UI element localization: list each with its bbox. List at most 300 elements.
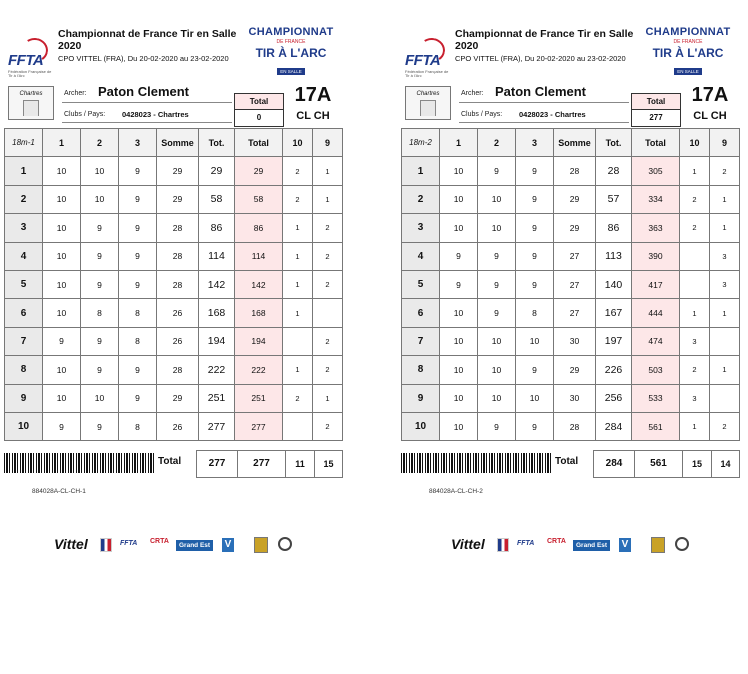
table-cell: 197 xyxy=(596,327,632,355)
table-header-row xyxy=(402,129,740,157)
vittel-logo: Vittel xyxy=(451,536,485,552)
table-cell: 9 xyxy=(119,185,157,213)
table-cell: 1 xyxy=(710,356,740,384)
divider xyxy=(62,122,232,123)
table-cell: 533 xyxy=(632,384,680,412)
table-cell: 9 xyxy=(119,356,157,384)
table-cell: 7 xyxy=(402,327,440,355)
club-label: Clubs / Pays: xyxy=(461,111,503,118)
table-cell: 3 xyxy=(402,214,440,242)
tower-icon xyxy=(420,100,436,116)
table-row xyxy=(402,185,740,213)
table-cell: 10 xyxy=(5,412,43,440)
column-header: Somme xyxy=(157,129,199,157)
total-label: Total xyxy=(632,94,680,110)
table-cell: 9 xyxy=(516,270,554,298)
table-cell: 26 xyxy=(157,327,199,355)
table-cell: 1 xyxy=(313,384,343,412)
table-cell: 2 xyxy=(283,384,313,412)
table-cell: 1 xyxy=(680,299,710,327)
table-cell: 503 xyxy=(632,356,680,384)
club-label: Clubs / Pays: xyxy=(64,111,106,118)
table-cell: 168 xyxy=(235,299,283,327)
crta-logo: CRTA xyxy=(547,538,566,545)
sheet-header xyxy=(4,24,342,80)
footer-nines: 15 xyxy=(314,450,343,478)
table-cell: 9 xyxy=(81,270,119,298)
table-cell: 28 xyxy=(157,214,199,242)
table-cell: 417 xyxy=(632,270,680,298)
archer-info xyxy=(4,84,342,124)
column-header: 10 xyxy=(680,129,710,157)
archer-label: Archer: xyxy=(64,90,87,97)
barcode-icon xyxy=(4,453,154,473)
score-sheet xyxy=(401,24,739,552)
badge-line-2: DE FRANCE xyxy=(276,39,306,45)
table-cell: 29 xyxy=(157,157,199,185)
table-cell: 142 xyxy=(235,270,283,298)
column-header: 1 xyxy=(43,129,81,157)
table-cell: 29 xyxy=(157,185,199,213)
table-cell: 9 xyxy=(478,157,516,185)
sheet-footer xyxy=(4,450,342,476)
table-cell: 29 xyxy=(199,157,235,185)
grand-est-logo: Grand Est xyxy=(573,540,610,551)
table-cell: 3 xyxy=(680,327,710,355)
table-cell: 10 xyxy=(440,299,478,327)
table-cell: 10 xyxy=(516,384,554,412)
badge-line-2: DE FRANCE xyxy=(673,39,703,45)
column-header: 3 xyxy=(119,129,157,157)
total-label: Total xyxy=(235,94,283,110)
table-cell: 27 xyxy=(554,299,596,327)
table-cell: 26 xyxy=(157,412,199,440)
table-cell: 444 xyxy=(632,299,680,327)
circle-logo-icon xyxy=(675,537,689,551)
table-cell: 114 xyxy=(199,242,235,270)
footer-tot: 284 xyxy=(593,450,635,478)
column-header: Tot. xyxy=(596,129,632,157)
running-total-box xyxy=(234,93,284,127)
french-flag-icon xyxy=(497,538,509,552)
logo-text: FFTA xyxy=(405,52,441,69)
column-header: 9 xyxy=(313,129,343,157)
table-cell: 2 xyxy=(313,214,343,242)
table-cell: 2 xyxy=(313,327,343,355)
table-cell: 2 xyxy=(313,356,343,384)
table-row xyxy=(402,157,740,185)
table-row xyxy=(5,242,343,270)
table-cell: 10 xyxy=(43,157,81,185)
table-cell: 58 xyxy=(199,185,235,213)
table-cell: 10 xyxy=(440,384,478,412)
target-number: 17A xyxy=(294,84,332,106)
column-header: 9 xyxy=(710,129,740,157)
table-cell: 28 xyxy=(554,412,596,440)
table-cell: 9 xyxy=(402,384,440,412)
table-cell: 2 xyxy=(313,412,343,440)
crest-text: Chartres xyxy=(416,91,440,97)
table-cell: 1 xyxy=(680,412,710,440)
table-cell: 251 xyxy=(199,384,235,412)
table-cell: 3 xyxy=(710,270,740,298)
table-cell: 29 xyxy=(235,157,283,185)
event-subtitle: CPO VITTEL (FRA), Du 20-02-2020 au 23-02-2020 xyxy=(455,54,626,63)
table-cell: 9 xyxy=(81,327,119,355)
championship-badge xyxy=(639,26,737,78)
table-cell: 7 xyxy=(5,327,43,355)
town-crest-icon xyxy=(651,537,665,553)
table-row xyxy=(5,356,343,384)
table-cell: 474 xyxy=(632,327,680,355)
sheet-code: 884028A-CL-CH-1 xyxy=(32,488,86,495)
table-cell: 1 xyxy=(710,214,740,242)
table-cell: 8 xyxy=(81,299,119,327)
table-cell: 10 xyxy=(478,327,516,355)
table-cell: 10 xyxy=(43,384,81,412)
table-row xyxy=(5,299,343,327)
badge-line-1: CHAMPIONNAT xyxy=(645,26,731,38)
barcode-icon xyxy=(401,453,551,473)
table-cell: 8 xyxy=(5,356,43,384)
table-cell: 226 xyxy=(596,356,632,384)
column-header: Somme xyxy=(554,129,596,157)
table-row xyxy=(402,412,740,440)
table-cell: 58 xyxy=(235,185,283,213)
table-cell: 86 xyxy=(199,214,235,242)
table-cell: 10 xyxy=(43,270,81,298)
sheet-code: 884028A-CL-CH-2 xyxy=(429,488,483,495)
table-cell: 10 xyxy=(440,327,478,355)
table-cell: 28 xyxy=(596,157,632,185)
footer-total: 561 xyxy=(634,450,683,478)
footer-tens: 11 xyxy=(285,450,315,478)
table-cell: 363 xyxy=(632,214,680,242)
column-header: Total xyxy=(235,129,283,157)
table-cell: 284 xyxy=(596,412,632,440)
table-cell: 6 xyxy=(5,299,43,327)
sponsor-bar xyxy=(54,534,304,556)
column-header: Tot. xyxy=(199,129,235,157)
table-cell: 4 xyxy=(402,242,440,270)
table-cell: 2 xyxy=(313,242,343,270)
archer-label: Archer: xyxy=(461,90,484,97)
table-cell: 6 xyxy=(402,299,440,327)
table-cell: 194 xyxy=(199,327,235,355)
table-cell: 2 xyxy=(283,157,313,185)
running-total-box xyxy=(631,93,681,127)
table-cell: 1 xyxy=(5,157,43,185)
table-cell: 9 xyxy=(119,270,157,298)
table-cell: 9 xyxy=(516,242,554,270)
table-cell: 10 xyxy=(43,214,81,242)
table-cell: 29 xyxy=(554,185,596,213)
table-cell: 8 xyxy=(119,412,157,440)
column-header: 18m-2 xyxy=(402,129,440,157)
table-cell: 29 xyxy=(157,384,199,412)
vittel-logo: Vittel xyxy=(54,536,88,552)
table-cell: 10 xyxy=(440,356,478,384)
table-cell: 27 xyxy=(554,242,596,270)
table-cell: 2 xyxy=(5,185,43,213)
ffta-small-logo: FFTA xyxy=(120,540,138,547)
table-cell: 1 xyxy=(283,270,313,298)
table-cell: 10 xyxy=(81,185,119,213)
footer-total-label: Total xyxy=(555,456,579,467)
event-title: Championnat de France Tir en Salle 2020 xyxy=(58,28,237,52)
table-cell: 9 xyxy=(81,242,119,270)
table-cell: 277 xyxy=(199,412,235,440)
logo-text: FFTA xyxy=(8,52,44,69)
badge-line-4: EN SALLE xyxy=(674,68,702,75)
crta-logo: CRTA xyxy=(150,538,169,545)
table-cell: 9 xyxy=(516,157,554,185)
table-cell: 3 xyxy=(680,384,710,412)
table-row xyxy=(5,157,343,185)
table-cell: 9 xyxy=(43,327,81,355)
table-row xyxy=(402,214,740,242)
table-cell: 561 xyxy=(632,412,680,440)
table-cell xyxy=(680,270,710,298)
table-row xyxy=(5,185,343,213)
vosges-logo: V xyxy=(619,538,631,552)
table-cell xyxy=(680,242,710,270)
table-cell xyxy=(710,384,740,412)
table-row xyxy=(5,384,343,412)
table-cell: 26 xyxy=(157,299,199,327)
column-header: 1 xyxy=(440,129,478,157)
footer-tot: 277 xyxy=(196,450,238,478)
table-cell: 9 xyxy=(5,384,43,412)
column-header: 2 xyxy=(478,129,516,157)
table-cell: 113 xyxy=(596,242,632,270)
table-row xyxy=(5,214,343,242)
table-row xyxy=(402,299,740,327)
table-cell: 1 xyxy=(710,185,740,213)
table-cell: 251 xyxy=(235,384,283,412)
archer-info xyxy=(401,84,739,124)
logo-subtitle: Fédération Française de Tir à l'Arc xyxy=(405,69,449,78)
table-cell: 4 xyxy=(5,242,43,270)
table-cell: 3 xyxy=(710,242,740,270)
table-cell: 9 xyxy=(516,356,554,384)
table-cell: 140 xyxy=(596,270,632,298)
table-cell: 168 xyxy=(199,299,235,327)
table-cell: 1 xyxy=(283,356,313,384)
table-cell: 28 xyxy=(554,157,596,185)
table-row xyxy=(402,327,740,355)
table-cell: 8 xyxy=(402,356,440,384)
table-cell: 9 xyxy=(478,299,516,327)
table-row xyxy=(402,242,740,270)
table-cell: 305 xyxy=(632,157,680,185)
ffta-small-logo: FFTA xyxy=(517,540,535,547)
column-header: 3 xyxy=(516,129,554,157)
table-cell: 142 xyxy=(199,270,235,298)
table-cell: 5 xyxy=(402,270,440,298)
table-cell: 8 xyxy=(119,299,157,327)
table-cell: 10 xyxy=(440,185,478,213)
table-row xyxy=(402,270,740,298)
table-cell: 9 xyxy=(516,412,554,440)
ffta-logo xyxy=(405,38,449,80)
table-cell: 2 xyxy=(283,185,313,213)
town-crest-icon xyxy=(254,537,268,553)
ffta-logo xyxy=(8,38,52,80)
table-cell: 10 xyxy=(43,242,81,270)
table-cell: 10 xyxy=(43,356,81,384)
table-cell: 9 xyxy=(81,412,119,440)
table-cell: 2 xyxy=(402,185,440,213)
sheet-header xyxy=(401,24,739,80)
table-header-row xyxy=(5,129,343,157)
logo-subtitle: Fédération Française de Tir à l'Arc xyxy=(8,69,52,78)
table-cell: 9 xyxy=(478,242,516,270)
score-table xyxy=(401,128,740,441)
table-cell: 10 xyxy=(440,412,478,440)
circle-logo-icon xyxy=(278,537,292,551)
table-cell: 9 xyxy=(478,270,516,298)
badge-line-3: TIR À L'ARC xyxy=(255,46,327,60)
table-cell: 2 xyxy=(680,356,710,384)
sheet-footer xyxy=(401,450,739,476)
table-cell: 1 xyxy=(313,185,343,213)
vosges-logo: V xyxy=(222,538,234,552)
table-cell: 8 xyxy=(516,299,554,327)
column-header: 18m-1 xyxy=(5,129,43,157)
french-flag-icon xyxy=(100,538,112,552)
crest-text: Chartres xyxy=(19,91,43,97)
table-cell: 10 xyxy=(478,214,516,242)
column-header: Total xyxy=(632,129,680,157)
table-cell: 9 xyxy=(119,242,157,270)
column-header: 2 xyxy=(81,129,119,157)
table-cell: 9 xyxy=(43,412,81,440)
table-cell: 28 xyxy=(157,270,199,298)
table-cell: 10 xyxy=(440,157,478,185)
badge-line-4: EN SALLE xyxy=(277,68,305,75)
championship-badge xyxy=(242,26,340,78)
club-value: 0428023 - Chartres xyxy=(122,110,189,119)
table-cell: 390 xyxy=(632,242,680,270)
category: CL CH xyxy=(693,110,727,122)
event-subtitle: CPO VITTEL (FRA), Du 20-02-2020 au 23-02-2020 xyxy=(58,54,229,63)
table-cell: 256 xyxy=(596,384,632,412)
table-row xyxy=(402,384,740,412)
table-cell: 222 xyxy=(199,356,235,384)
table-row xyxy=(5,270,343,298)
score-sheet xyxy=(4,24,342,552)
event-title: Championnat de France Tir en Salle 2020 xyxy=(455,28,634,52)
archer-name: Paton Clement xyxy=(98,84,190,99)
table-cell: 9 xyxy=(478,412,516,440)
table-cell: 1 xyxy=(313,157,343,185)
table-cell: 10 xyxy=(478,384,516,412)
archer-name: Paton Clement xyxy=(495,84,587,99)
total-value: 0 xyxy=(256,113,262,122)
club-value: 0428023 - Chartres xyxy=(519,110,586,119)
club-crest-icon xyxy=(405,86,451,120)
table-cell: 194 xyxy=(235,327,283,355)
table-cell: 1 xyxy=(680,157,710,185)
table-cell: 1 xyxy=(402,157,440,185)
table-cell: 27 xyxy=(554,270,596,298)
table-row xyxy=(402,356,740,384)
table-cell: 86 xyxy=(235,214,283,242)
table-cell: 5 xyxy=(5,270,43,298)
table-cell: 334 xyxy=(632,185,680,213)
table-cell: 10 xyxy=(43,185,81,213)
table-cell: 9 xyxy=(440,270,478,298)
table-cell: 28 xyxy=(157,242,199,270)
table-cell: 2 xyxy=(313,270,343,298)
table-cell: 10 xyxy=(81,384,119,412)
badge-line-3: TIR À L'ARC xyxy=(652,46,724,60)
table-cell: 9 xyxy=(119,384,157,412)
footer-tens: 15 xyxy=(682,450,712,478)
table-cell: 9 xyxy=(516,214,554,242)
table-cell: 9 xyxy=(119,214,157,242)
table-cell xyxy=(710,327,740,355)
table-row xyxy=(5,327,343,355)
score-table xyxy=(4,128,343,441)
table-cell: 8 xyxy=(119,327,157,355)
table-cell: 30 xyxy=(554,384,596,412)
table-cell: 10 xyxy=(81,157,119,185)
table-cell: 29 xyxy=(554,356,596,384)
table-cell: 1 xyxy=(283,242,313,270)
grand-est-logo: Grand Est xyxy=(176,540,213,551)
table-cell xyxy=(313,299,343,327)
table-cell: 9 xyxy=(119,157,157,185)
table-cell: 3 xyxy=(5,214,43,242)
total-value: 277 xyxy=(649,113,663,122)
table-cell: 9 xyxy=(81,214,119,242)
table-cell: 2 xyxy=(710,157,740,185)
table-cell xyxy=(283,327,313,355)
divider xyxy=(62,102,232,103)
table-cell: 10 xyxy=(516,327,554,355)
footer-nines: 14 xyxy=(711,450,740,478)
table-cell: 2 xyxy=(710,412,740,440)
table-cell: 9 xyxy=(516,185,554,213)
table-cell: 10 xyxy=(440,214,478,242)
divider xyxy=(459,102,629,103)
footer-total-label: Total xyxy=(158,456,182,467)
table-cell xyxy=(283,412,313,440)
footer-total: 277 xyxy=(237,450,286,478)
sponsor-bar xyxy=(451,534,701,556)
table-cell: 29 xyxy=(554,214,596,242)
table-cell: 10 xyxy=(43,299,81,327)
target-number: 17A xyxy=(691,84,729,106)
table-cell: 10 xyxy=(478,356,516,384)
table-cell: 167 xyxy=(596,299,632,327)
table-cell: 10 xyxy=(402,412,440,440)
table-cell: 30 xyxy=(554,327,596,355)
table-cell: 9 xyxy=(81,356,119,384)
divider xyxy=(459,122,629,123)
table-cell: 86 xyxy=(596,214,632,242)
table-cell: 1 xyxy=(710,299,740,327)
table-row xyxy=(5,412,343,440)
category: CL CH xyxy=(296,110,330,122)
table-cell: 10 xyxy=(478,185,516,213)
table-cell: 222 xyxy=(235,356,283,384)
table-cell: 57 xyxy=(596,185,632,213)
table-cell: 277 xyxy=(235,412,283,440)
column-header: 10 xyxy=(283,129,313,157)
